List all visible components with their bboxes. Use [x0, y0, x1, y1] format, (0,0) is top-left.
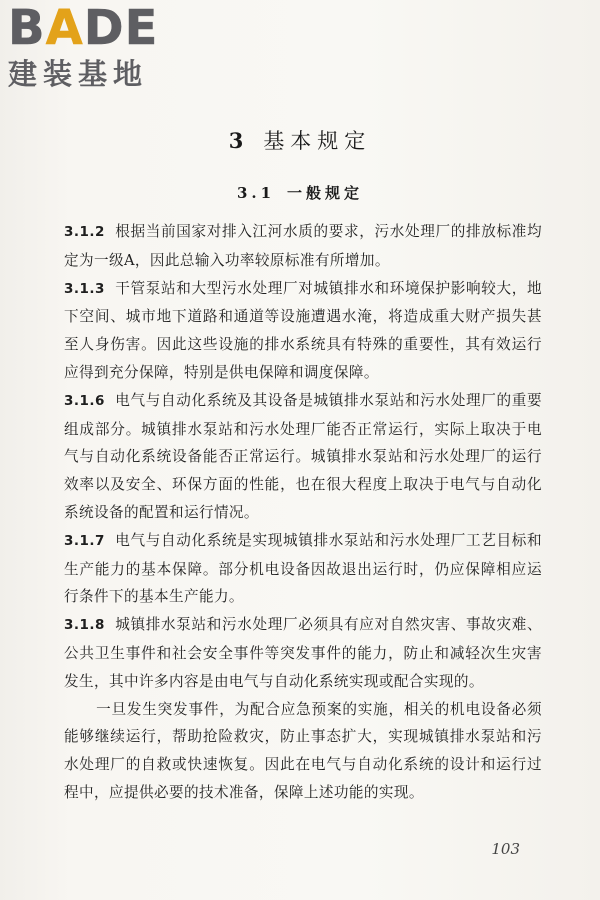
clause-paragraph	[64, 527, 542, 611]
section-number: 3.1	[236, 184, 276, 202]
clause-number: 3.1.2	[64, 224, 105, 240]
clause-number: 3.1.6	[64, 392, 105, 409]
clause-paragraph	[64, 275, 542, 387]
section-title	[0, 182, 600, 203]
clause-paragraph	[64, 611, 542, 695]
chapter-name: 基本规定	[263, 129, 372, 153]
clause-text: 城镇排水泵站和污水处理厂必须具有应对自然灾害、事故灾难、公共卫生事件和社会安全事件等突发事件的能力，防止和减轻次生灾害发生，其中许多内容是由电气与自动化系统实现或配合实现的。	[64, 616, 542, 690]
bade-logo	[8, 2, 183, 94]
clause-text: 电气与自动化系统是实现城镇排水泵站和污水处理厂工艺目标和生产能力的基本保障。部分机电设备因故退出运行时，仍应保障相应运行条件下的基本生产能力。	[64, 531, 542, 606]
body-text	[64, 218, 542, 807]
clause-number: 3.1.8	[64, 617, 105, 634]
clause-text: 电气与自动化系统及其设备是城镇排水泵站和污水处理厂的重要组成部分。城镇排水泵站和污水处理厂能否正常运行，实际上取决于电气与自动化系统设备能否正常运行。城镇排水泵站和污水处理厂的运行效率以及安全、环保方面的性能，也在很大程度上取决于电气与自动化系统设备的配置和运行情况。	[64, 391, 542, 521]
clause-text: 干管泵站和大型污水处理厂对城镇排水和环境保护影响较大，地下空间、城市地下道路和通道等设施遭遇水淹，将造成重大财产损失甚至人身伤害。因此这些设施的排水系统具有特殊的重要性，其有效运行应得到充分保障，特别是供电保障和调度保障。	[64, 279, 542, 381]
section-name: 一般规定	[287, 184, 364, 202]
clause-number: 3.1.3	[64, 280, 105, 297]
continuation-paragraph: 一旦发生突发事件，为配合应急预案的实施，相关的机电设备必须能够继续运行，帮助抢险救灾，防止事态扩大，实现城镇排水泵站和污水处理厂的自救或快速恢复。因此在电气与自动化系统的设计和运行过程中，应提供必要的技术准备，保障上述功能的实现。	[64, 700, 542, 801]
chapter-title	[0, 125, 600, 155]
clause-paragraph	[64, 387, 542, 527]
chapter-number: 3	[228, 128, 250, 153]
clause-number: 3.1.7	[64, 532, 105, 549]
page-number: 103	[491, 840, 520, 858]
logo-wordmark: BADE	[8, 0, 159, 56]
logo-chinese-text: 建装基地	[8, 57, 149, 91]
clause-paragraph	[64, 218, 542, 275]
clause-text: 根据当前国家对排入江河水质的要求，污水处理厂的排放标准均定为一级A，因此总输入功率较原标准有所增加。	[64, 223, 542, 269]
